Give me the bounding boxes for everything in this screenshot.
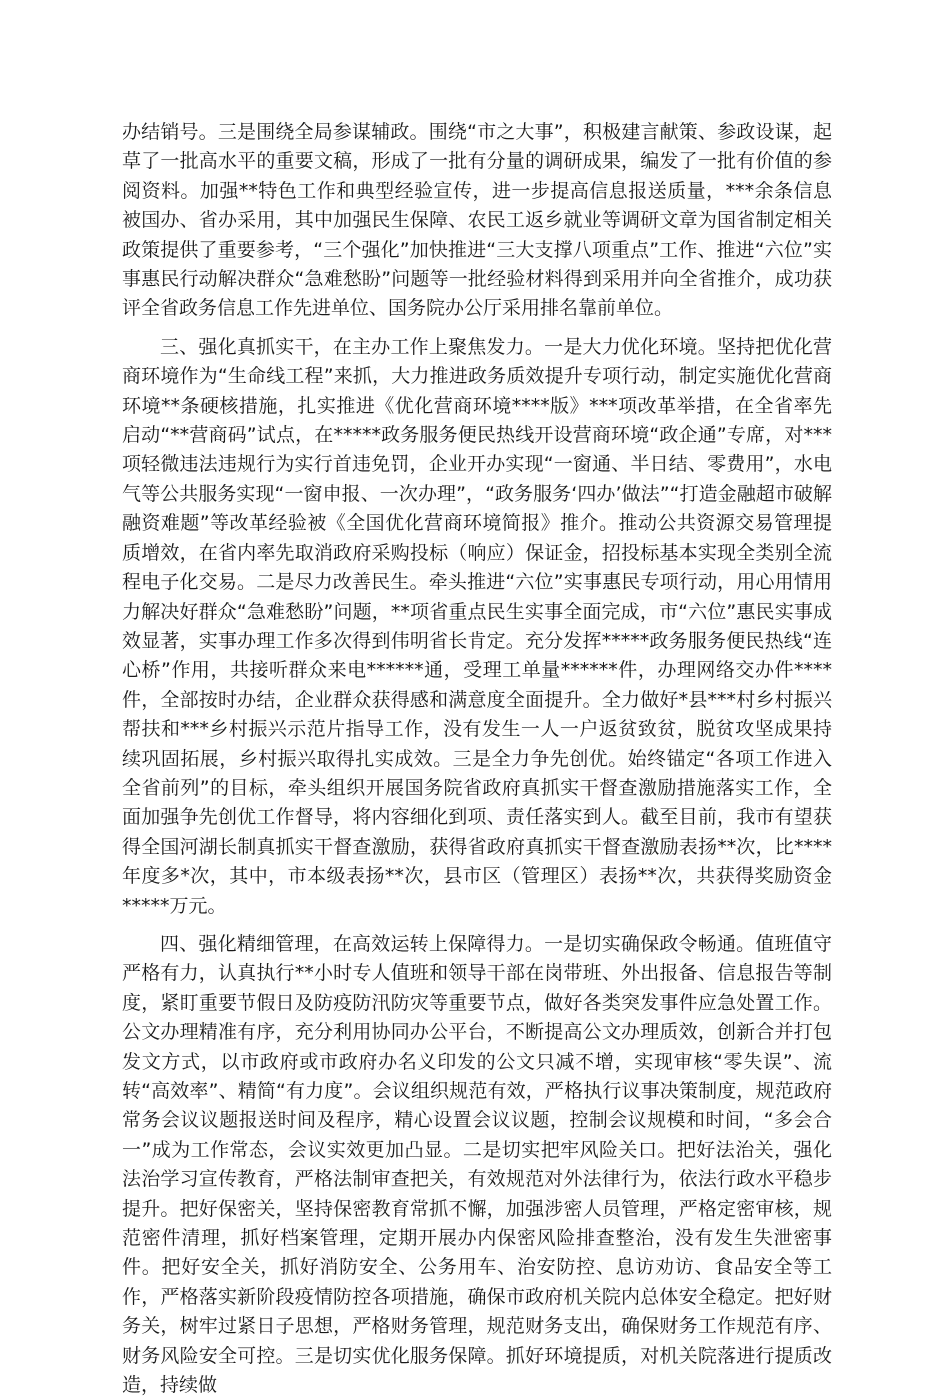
paragraph-section-three: 三、强化真抓实干，在主办工作上聚焦发力。一是大力优化环境。坚持把优化营商环境作为“生命线工程”来抓，大力推进政务质效提升专项行动，制定实施优化营商环境**条硬核措施，扎实推进《优化营商环境****版》***项改革举措，在全省率先启动“**营商码”试点，在*****政务服务便民热线开设营商环境“政企通”专席，对***项轻微违法违规行为实行首违免罚，企业开办实现“一窗通、半日结、零费用”，水电气等公共服务实现“一窗申报、一次办理”，“政务服务‘四办’做法”“打造金融超市破解融资难题”等改革经验被《全国优化营商环境简报》推介。推动公共资源交易管理提质增效，在省内率先取消政府采购投标（响应）保证金，招投标基本实现全类别全流程电子化交易。二是尽力改善民生。牵头推进“六位”实事惠民专项行动，用心用情用力解决好群众“急难愁盼”问题，**项省重点民生实事全面完成，市“六位”惠民实事成效显著，实事办理工作多次得到伟明省长肯定。充分发挥*****政务服务便民热线“连心桥”作用，共接听群众来电******通，受理工单量******件，办理网络交办件****件，全部按时办结，企业群众获得感和满意度全面提升。全力做好*县***村乡村振兴帮扶和***乡村振兴示范片指导工作，没有发生一人一户返贫致贫，脱贫攻坚成果持续巩固拓展，乡村振兴取得扎实成效。三是全力争先创优。始终锚定“各项工作进入全省前列”的目标，牵头组织开展国务院省政府真抓实干督查激励措施落实工作，全面加强争先创优工作督导，将内容细化到项、责任落实到人。截至目前，我市有望获得全国河湖长制真抓实干督查激励，获得省政府真抓实干督查激励表扬**次，比****年度多*次，其中，市本级表扬**次，县市区（管理区）表扬**次，共获得奖励资金*****万元。 bbox=[122, 335, 832, 917]
document-page bbox=[122, 118, 832, 1400]
paragraph-section-four: 四、强化精细管理，在高效运转上保障得力。一是切实确保政令畅通。值班值守严格有力，认真执行**小时专人值班和领导干部在岗带班、外出报备、信息报告等制度，紧盯重要节假日及防疫防汛防灾等重要节点，做好各类突发事件应急处置工作。公文办理精准有序，充分利用协同办公平台，不断提高公文办理质效，创新合并打包发文方式，以市政府或市政府办名义印发的公文只减不增，实现审核“零失误”、流转“高效率”、精简“有力度”。会议组织规范有效，严格执行议事决策制度，规范政府常务会议议题报送时间及程序，精心设置会议议题，控制会议规模和时间，“多会合一”成为工作常态，会议实效更加凸显。二是切实把牢风险关口。把好法治关，强化法治学习宣传教育，严格法制审查把关，有效规范对外法律行为，依法行政水平稳步提升。把好保密关，坚持保密教育常抓不懈，加强涉密人员管理，严格定密审核，规范密件清理，抓好档案管理，定期开展办内保密风险排查整治，没有发生失泄密事件。把好安全关，抓好消防安全、公务用车、治安防控、息访劝访、食品安全等工作，严格落实新阶段疫情防控各项措施，确保市政府机关院内总体安全稳定。把好财务关，树牢过紧日子思想，严格财务管理，规范财务支出，确保财务工作规范有序、财务风险安全可控。三是切实优化服务保障。抓好环境提质，对机关院落进行提质改造，持续做 bbox=[122, 932, 832, 1397]
paragraph-continuation: 办结销号。三是围绕全局参谋辅政。围绕“市之大事”，积极建言献策、参政设谋，起草了一批高水平的重要文稿，形成了一批有分量的调研成果，编发了一批有价值的参阅资料。加强**特色工作和典型经验宣传，进一步提高信息报送质量，***余条信息被国办、省办采用，其中加强民生保障、农民工返乡就业等调研文章为国省制定相关政策提供了重要参考，“三个强化”加快推进“三大支撑八项重点”工作、推进“六位”实事惠民行动解决群众“急难愁盼”问题等一批经验材料得到采用并向全省推介，成功获评全省政务信息工作先进单位、国务院办公厅采用排名靠前单位。 bbox=[122, 121, 832, 320]
